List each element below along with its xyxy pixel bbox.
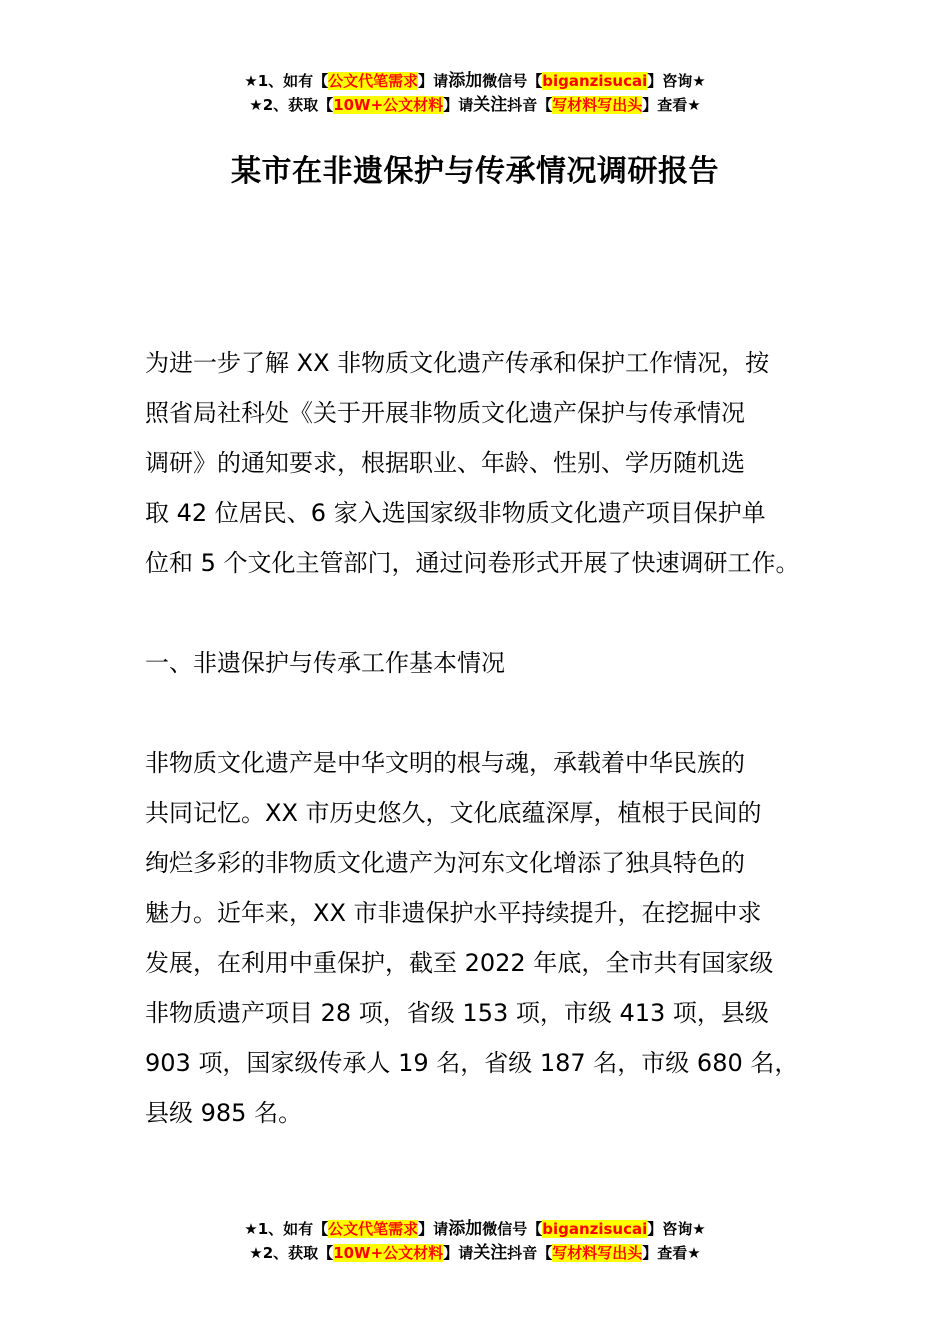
banner-emphasis: 添加 <box>448 1219 483 1239</box>
document-title: 某市在非遗保护与传承情况调研报告 <box>231 154 719 189</box>
banner-text: 】查看★ <box>642 1244 701 1262</box>
header-banner-line-1 <box>0 69 950 93</box>
section-heading-text: 一、非遗保护与传承工作基本情况 <box>145 649 505 677</box>
paragraph-line: 共同记忆。XX 市历史悠久，文化底蕴深厚，植根于民间的 <box>145 799 762 827</box>
banner-text: 抖音【 <box>507 96 553 114</box>
highlight-wechat-id: biganzisucai <box>542 72 648 90</box>
banner-text: 】请 <box>443 1244 474 1262</box>
banner-text: 】咨询★ <box>647 1220 706 1238</box>
paragraph-line: 发展，在利用中重保护，截至 2022 年底，全市共有国家级 <box>145 949 774 977</box>
paragraph-line: 县级 985 名。 <box>145 1099 303 1127</box>
paragraph-line: 非物质文化遗产是中华文明的根与魂，承载着中华民族的 <box>145 749 745 777</box>
paragraph-line: 非物质遗产项目 28 项，省级 153 项，市级 413 项，县级 <box>145 999 769 1027</box>
banner-text: 】请 <box>418 1220 449 1238</box>
paragraph-line: 魅力。近年来，XX 市非遗保护水平持续提升，在挖掘中求 <box>145 899 762 927</box>
footer-banner-line-1 <box>0 1217 950 1241</box>
footer-banner <box>0 1217 950 1265</box>
intro-paragraph <box>145 338 810 588</box>
banner-emphasis: 添加 <box>448 71 483 91</box>
highlight-service: 公文代笔需求 <box>328 72 419 90</box>
banner-text: 微信号【 <box>482 1220 543 1238</box>
banner-text: ★1、如有【 <box>244 1220 329 1238</box>
highlight-service: 公文代笔需求 <box>328 1220 419 1238</box>
banner-text: ★1、如有【 <box>244 72 329 90</box>
header-banner-line-2 <box>0 93 950 117</box>
highlight-douyin-account: 写材料写出头 <box>552 1244 643 1262</box>
banner-text: 】咨询★ <box>647 72 706 90</box>
banner-text: 】查看★ <box>642 96 701 114</box>
banner-emphasis: 关注 <box>473 1243 508 1263</box>
paragraph-line: 调研》的通知要求，根据职业、年龄、性别、学历随机选 <box>145 449 745 477</box>
banner-text: 微信号【 <box>482 72 543 90</box>
banner-text: ★2、获取【 <box>249 96 334 114</box>
paragraph-line: 绚烂多彩的非物质文化遗产为河东文化增添了独具特色的 <box>145 849 745 877</box>
highlight-materials: 10W+公文材料 <box>333 96 444 114</box>
paragraph-line: 照省局社科处《关于开展非物质文化遗产保护与传承情况 <box>145 399 745 427</box>
section-heading <box>145 638 810 688</box>
banner-text: 】请 <box>443 96 474 114</box>
banner-text: 抖音【 <box>507 1244 553 1262</box>
paragraph-line: 903 项，国家级传承人 19 名，省级 187 名，市级 680 名， <box>145 1049 799 1077</box>
paragraph-line: 位和 5 个文化主管部门，通过问卷形式开展了快速调研工作。 <box>145 549 800 577</box>
highlight-douyin-account: 写材料写出头 <box>552 96 643 114</box>
highlight-materials: 10W+公文材料 <box>333 1244 444 1262</box>
highlight-wechat-id: biganzisucai <box>542 1220 648 1238</box>
paragraph-line: 为进一步了解 XX 非物质文化遗产传承和保护工作情况，按 <box>145 349 770 377</box>
footer-banner-line-2 <box>0 1241 950 1265</box>
paragraph-line: 取 42 位居民、6 家入选国家级非物质文化遗产项目保护单 <box>145 499 766 527</box>
section-paragraph <box>145 738 810 1138</box>
banner-emphasis: 关注 <box>473 95 508 115</box>
header-banner <box>0 69 950 117</box>
banner-text: ★2、获取【 <box>249 1244 334 1262</box>
banner-text: 】请 <box>418 72 449 90</box>
